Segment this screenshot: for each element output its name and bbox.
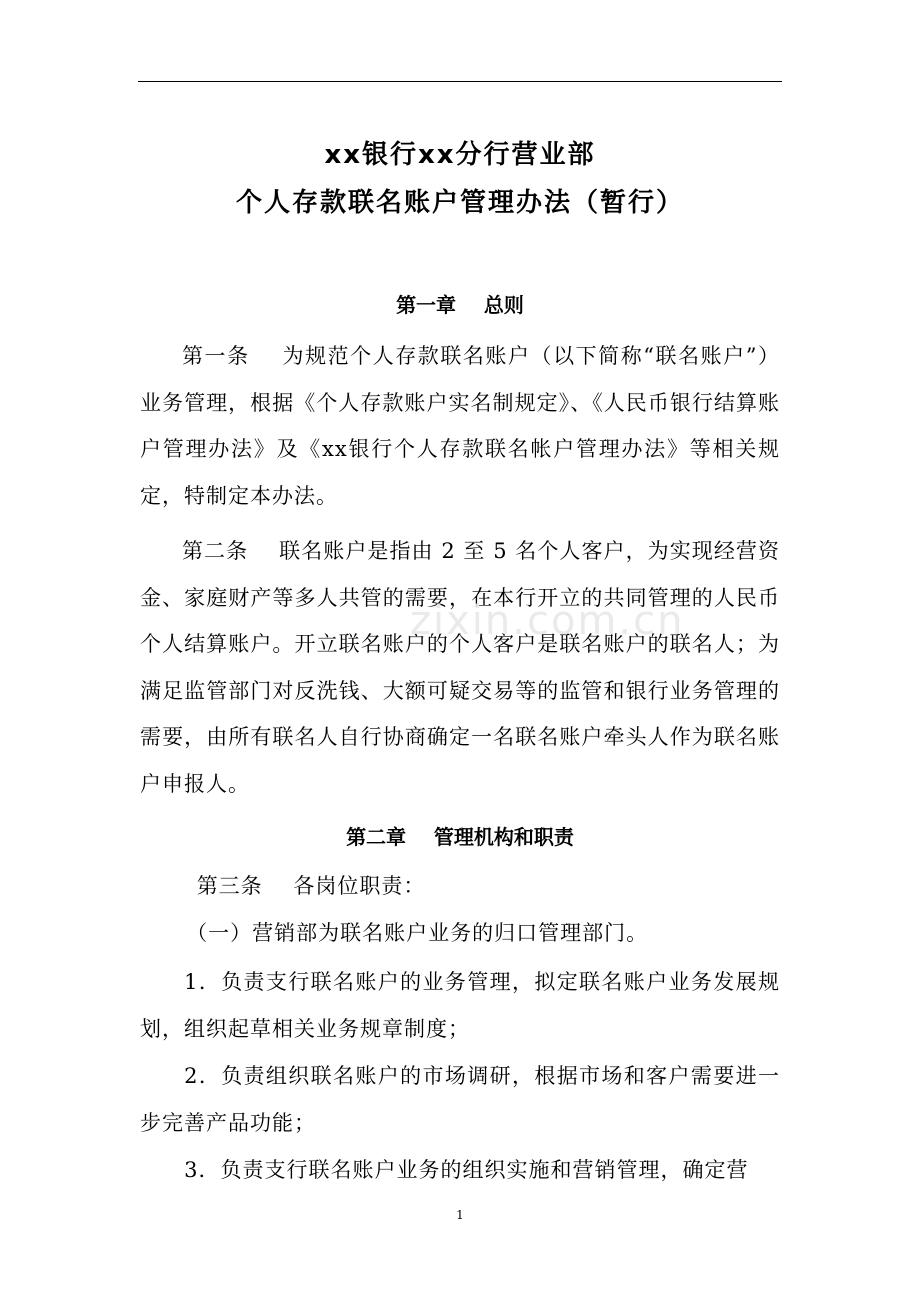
page-number: 1 [456, 1208, 464, 1222]
article2-paragraph: 第二条 联名账户是指由 2 至 5 名个人客户，为实现经营资金、家庭财产等多人共管的需要，在本行开立的共同管理的人民币个人结算账户。开立联名账户的个人客户是联名账户的联名人；为满足监管部门对反洗钱、大额可疑交易等的监管和银行业务管理的需要，由所有联名人自行协商确定一名联名账户牵头人作为联名账户申报人。 [140, 539, 780, 796]
chapter1-heading: 第一章 总则 [396, 293, 524, 317]
watermark-text: zixin.com.cn [410, 598, 685, 644]
article3-paragraph: 第三条 各岗位职责： [196, 874, 426, 898]
article1-paragraph: 第一条 为规范个人存款联名账户（以下简称“联名账户”）业务管理，根据《个人存款账户实名制规定》、《人民币银行结算账户管理办法》及《xx银行个人存款联名帐户管理办法》等相关规定，特制定本办法。 [140, 344, 780, 508]
item3-paragraph: 3．负责支行联名账户业务的组织实施和营销管理，确定营 [184, 1158, 749, 1182]
section-one-paragraph: （一）营销部为联名账户业务的归口管理部门。 [186, 921, 649, 945]
header-rule [138, 81, 782, 82]
item1-paragraph: 1．负责支行联名账户的业务管理，拟定联名账户业务发展规划，组织起草相关业务规章制度； [140, 970, 780, 1041]
document-title-line1: xx银行xx分行营业部 [324, 140, 596, 170]
chapter2-heading: 第二章 管理机构和职责 [346, 825, 574, 849]
item2-paragraph: 2．负责组织联名账户的市场调研，根据市场和客户需要进一步完善产品功能； [140, 1064, 780, 1135]
document-title-line2: 个人存款联名账户管理办法（暂行） [235, 188, 684, 218]
